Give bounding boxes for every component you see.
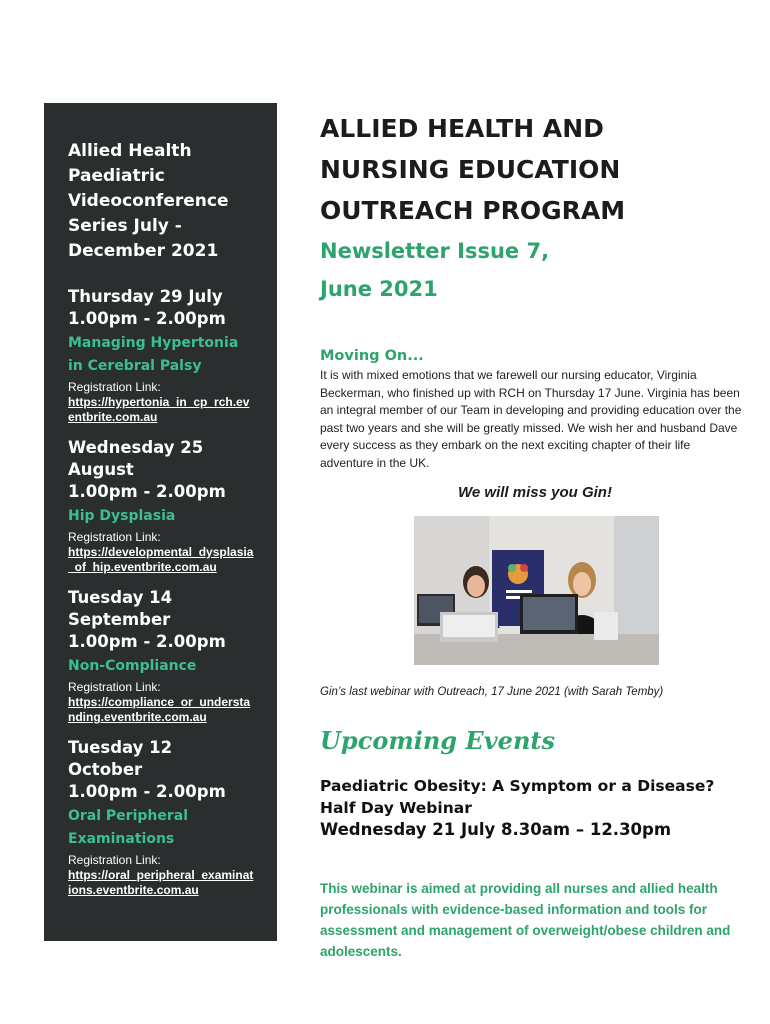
event-item	[68, 737, 265, 898]
webinar-title: Paediatric Obesity: A Symptom or a Disease?	[320, 777, 715, 795]
event-date: Tuesday 14 September 1.00pm - 2.00pm	[68, 588, 226, 651]
upcoming-events-heading: Upcoming Events	[320, 726, 555, 755]
sidebar-title: Allied Health Paediatric Videoconference Series July - December 2021	[68, 141, 229, 261]
registration-label: Registration Link:	[68, 853, 161, 867]
event-title: Oral Peripheral Examinations	[68, 808, 189, 847]
issue-subtitle: Newsletter Issue 7, June 2021	[320, 239, 550, 301]
webinar-photo	[414, 516, 659, 665]
event-date: Wednesday 25 August 1.00pm - 2.00pm	[68, 438, 226, 501]
webinar-format: Half Day Webinar	[320, 799, 472, 817]
registration-label: Registration Link:	[68, 380, 161, 394]
event-item	[68, 587, 265, 725]
event-title: Non-Compliance	[68, 658, 197, 674]
webinar-date: Wednesday 21 July 8.30am – 12.30pm	[320, 820, 672, 839]
event-item	[68, 286, 265, 425]
registration-link[interactable]: https://developmental_dysplasia_of_hip.eventbrite.com.au	[68, 545, 254, 574]
registration-link[interactable]: https://oral_peripheral_examinations.eventbrite.com.au	[68, 868, 254, 897]
farewell-line: We will miss you Gin!	[458, 484, 612, 501]
registration-label: Registration Link:	[68, 680, 161, 694]
event-date: Thursday 29 July 1.00pm - 2.00pm	[68, 287, 226, 328]
event-item	[68, 437, 265, 575]
moving-on-heading: Moving On...	[320, 348, 424, 364]
moving-on-paragraph: It is with mixed emotions that we farewell our nursing educator, Virginia Beckerman, who finished up with RCH on Thursday 17 June. Virginia has been an integral member of our Team in developing and providing education over the past two years and she will be greatly missed. We wish her and husband Dave every success as they embark on the next exciting chapter of their life adventure in the UK.	[320, 368, 742, 470]
newsletter-main	[320, 108, 750, 501]
registration-link[interactable]: https://hypertonia_in_cp_rch.eventbrite.com.au	[68, 395, 250, 424]
newsletter-heading: ALLIED HEALTH AND NURSING EDUCATION OUTREACH PROGRAM	[320, 114, 626, 225]
photo-caption: Gin’s last webinar with Outreach, 17 June 2021 (with Sarah Temby)	[320, 686, 664, 698]
event-title: Managing Hypertonia in Cerebral Palsy	[68, 335, 239, 374]
webinar-description: This webinar is aimed at providing all nurses and allied health professionals with evidence-based information and tools for assessment and management of overweight/obese children and adolescents.	[320, 880, 731, 959]
registration-link[interactable]: https://compliance_or_understanding.eventbrite.com.au	[68, 695, 251, 724]
event-title: Hip Dysplasia	[68, 508, 176, 524]
registration-label: Registration Link:	[68, 530, 161, 544]
event-date: Tuesday 12 October 1.00pm - 2.00pm	[68, 738, 226, 801]
webinar-details	[320, 775, 714, 841]
events-sidebar	[44, 103, 277, 941]
